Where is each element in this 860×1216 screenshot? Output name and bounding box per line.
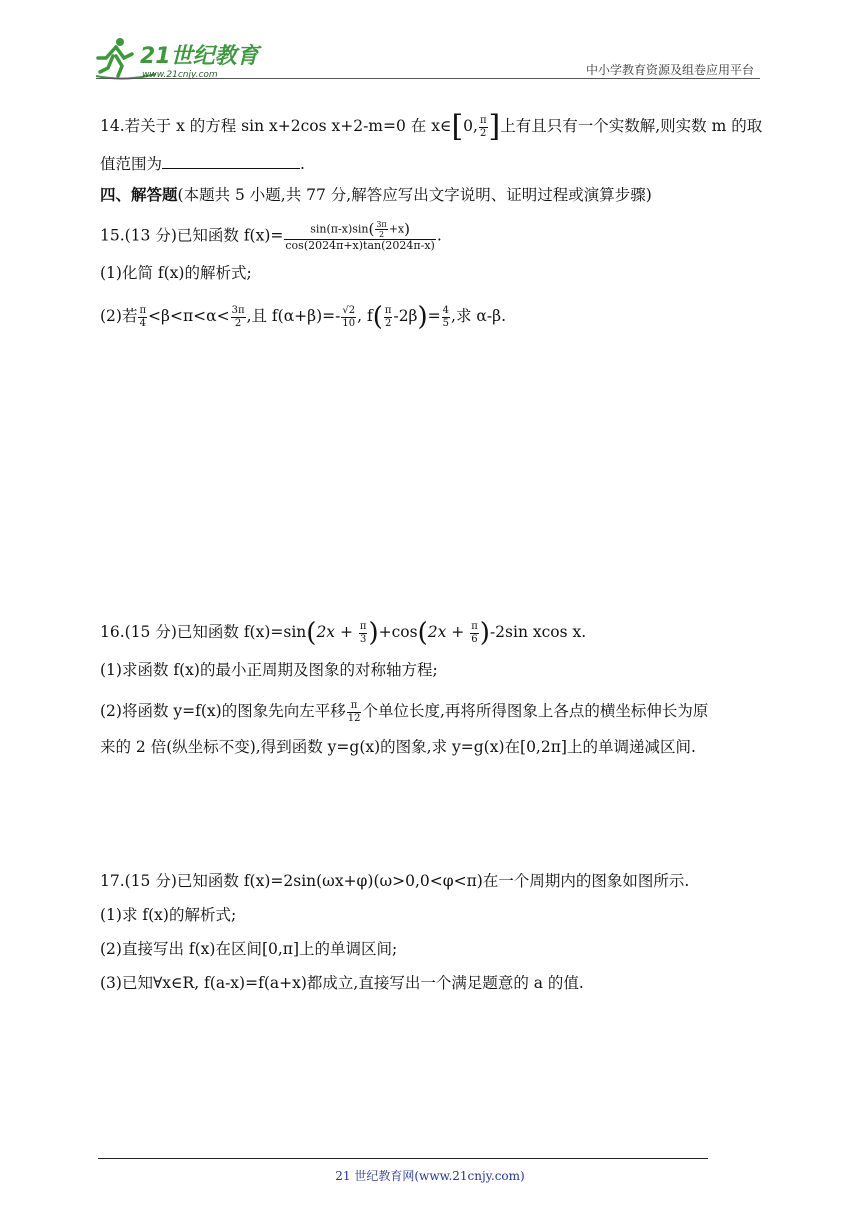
fraction: $\frac{\pi}{4}$ (139, 305, 147, 329)
q15-stem: 15.(13 分)已知函数 f(x)= sin(π-x)sin( $\frac{3\pi}{2}$ +x) cos(2024π+x)tan(2024π-x) . (100, 220, 442, 253)
fraction: $\frac{\pi}{2}$ (479, 115, 487, 139)
page-header (96, 26, 760, 82)
fraction: $\frac{\pi}{2}$ (384, 305, 392, 329)
fraction: $\frac{√2}{10}$ (342, 305, 356, 329)
q16-part2-cont: 来的 2 倍(纵坐标不变),得到函数 y=g(x)的图象,求 y=g(x)在[0,2π]上的单调递减区间. (100, 738, 696, 756)
fraction: $\frac{\pi}{12}$ (347, 700, 361, 724)
q17-part3: (3)已知∀x∈R, f(a-x)=f(a+x)都成立,直接写出一个满足题意的 a 的值. (100, 974, 584, 992)
logo (96, 36, 296, 80)
q17-part1: (1)求 f(x)的解析式; (100, 906, 237, 924)
site-name: 中小学教育资源及组卷应用平台 (585, 63, 754, 77)
q14-line1: 14.若关于 x 的方程 sin x+2cos x+2-m=0 在 x∈[0, $\frac{\pi}{2}$ ]上有且只有一个实数解,则实数 m 的取 (100, 109, 763, 144)
q15-part2: (2)若 $\frac{\pi}{4}$ <β<π<α< $\frac{3\pi}{2}$ ,且 f(α+β)=- $\frac{√2}{10}$ , f( $\frac{\pi}{2}$ -2β)= $\frac{4}{5}$ ,求 α-β. (100, 302, 506, 332)
logo-url: www.21cnjy.com (142, 70, 218, 80)
q16-stem: 16.(15 分)已知函数 f(x)=sin(2x + $\frac{\pi}{3}$ )+cos(2x + $\frac{\pi}{6}$ )-2sin xcos x. (100, 618, 587, 648)
fraction: sin(π-x)sin( $\frac{3\pi}{2}$ +x) cos(2024π+x)tan(2024π-x) (285, 220, 435, 253)
footer-text: 21 世纪教育网(www.21cnjy.com) (335, 1169, 525, 1183)
fraction: $\frac{3\pi}{2}$ (231, 305, 245, 329)
q15-part1: (1)化简 f(x)的解析式; (100, 264, 252, 282)
q16-part1: (1)求函数 f(x)的最小正周期及图象的对称轴方程; (100, 661, 438, 679)
q17-stem: 17.(15 分)已知函数 f(x)=2sin(ωx+φ)(ω>0,0<φ<π)在一个周期内的图象如图所示. (100, 872, 690, 890)
section-heading: 四、解答题(本题共 5 小题,共 77 分,解答应写出文字说明、证明过程或演算步骤) (100, 185, 652, 204)
header-divider (96, 78, 760, 79)
q16-part2: (2)将函数 y=f(x)的图象先向左平移 $\frac{\pi}{12}$ 个单位长度,再将所得图象上各点的横坐标伸长为原 (100, 700, 709, 724)
q14-line2: 值范围为 . (100, 155, 305, 173)
answer-blank (162, 154, 300, 169)
fraction: $\frac{4}{5}$ (442, 305, 450, 329)
fraction: $\frac{\pi}{3}$ (359, 621, 367, 645)
q17-part2: (2)直接写出 f(x)在区间[0,π]上的单调区间; (100, 940, 398, 958)
footer-divider (98, 1158, 708, 1159)
fraction: $\frac{\pi}{6}$ (471, 621, 478, 645)
logo-text: 21世纪教育 (140, 44, 259, 69)
